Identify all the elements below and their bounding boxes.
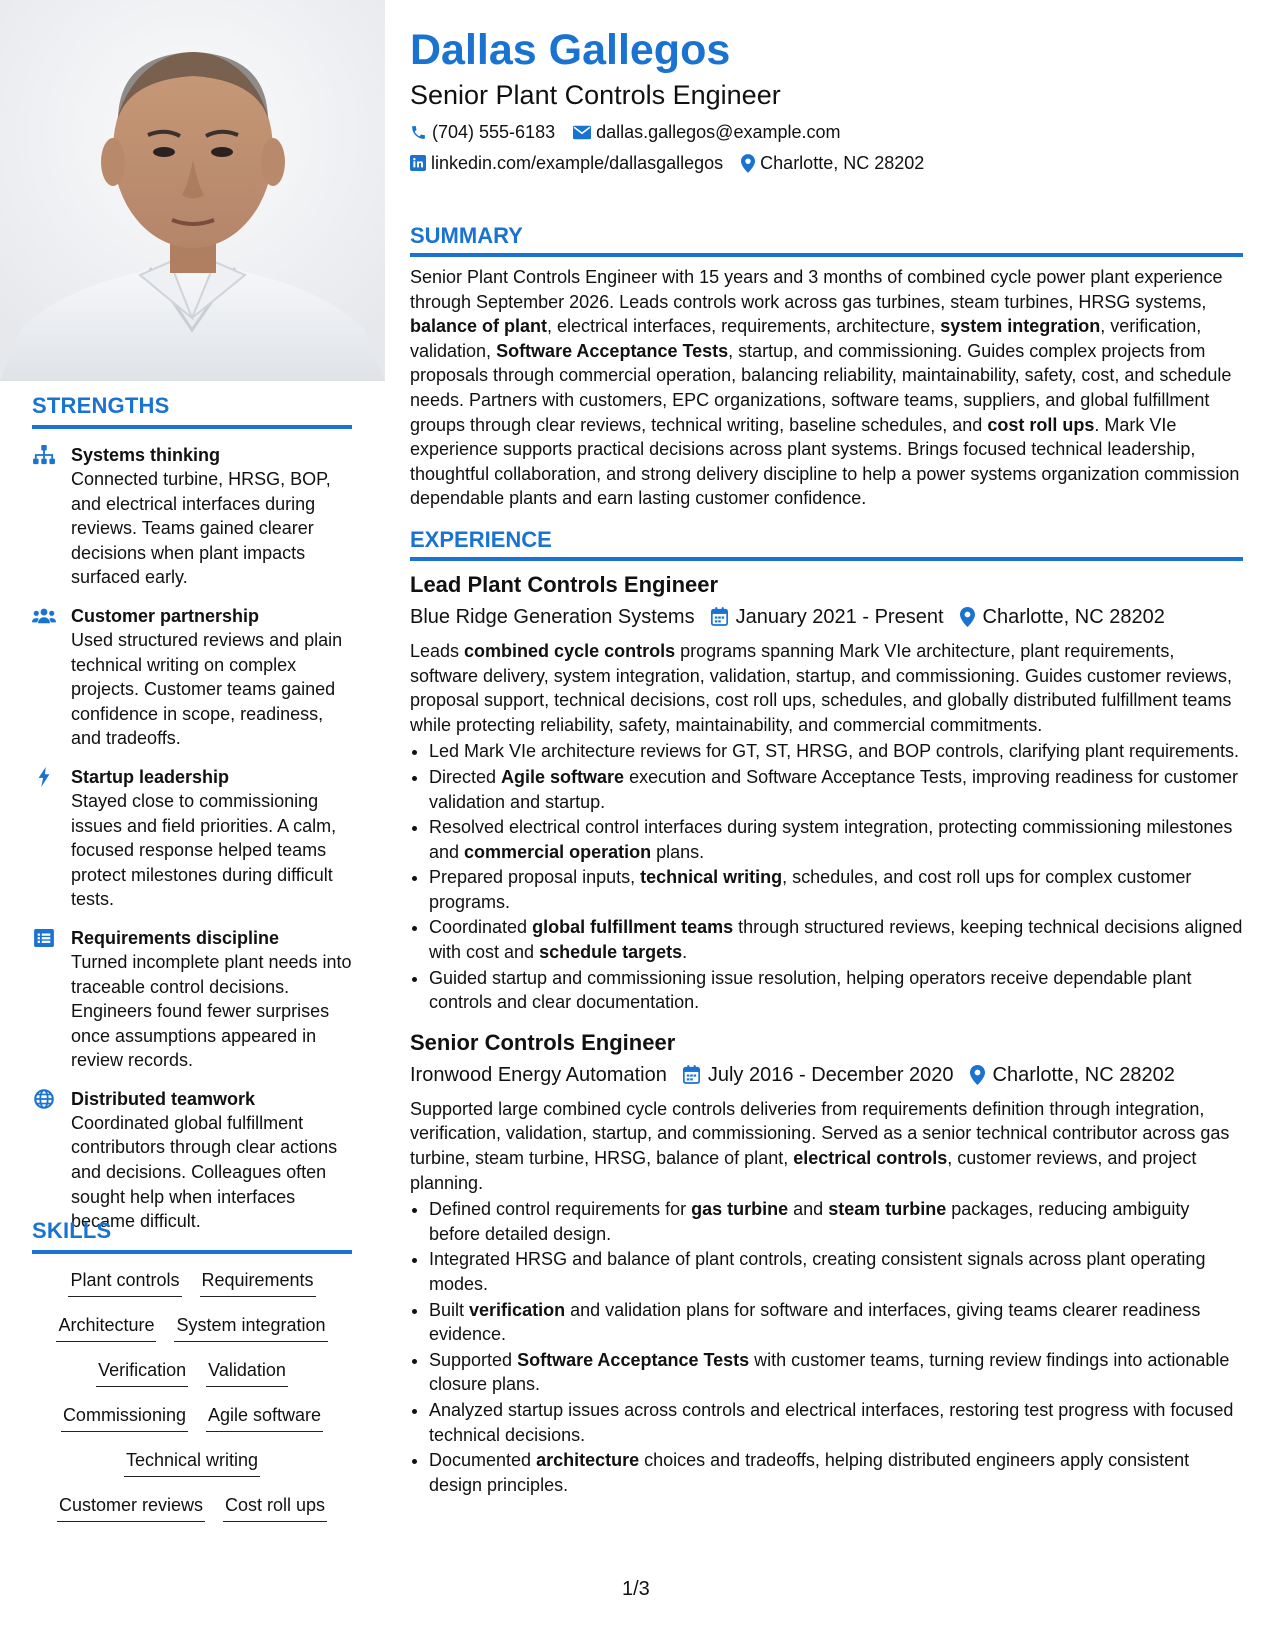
strength-title: Startup leadership xyxy=(71,766,230,787)
summary-heading: SUMMARY xyxy=(410,223,1243,257)
linkedin-icon xyxy=(410,155,426,171)
strength-title: Customer partnership xyxy=(71,605,260,626)
summary-section xyxy=(410,223,1243,511)
bullet-item: • Supported Software Acceptance Tests with customer teams, turning review findings into actionable closure plans. xyxy=(429,1348,1243,1397)
job-company xyxy=(410,1061,667,1089)
skill-row xyxy=(32,1448,352,1493)
company-name: Ironwood Energy Automation xyxy=(410,1063,667,1086)
strength-item xyxy=(32,604,352,751)
skill-tag-validation: Validation xyxy=(206,1358,288,1387)
dates-text: January 2021 - Present xyxy=(735,605,944,628)
sitemap-icon xyxy=(32,445,56,465)
bullet-item: • Resolved electrical control interfaces during system integration, protecting commissioning milestones and commercial operation plans. xyxy=(429,815,1243,864)
skill-tag-agile-software: Agile software xyxy=(206,1403,323,1432)
list-icon xyxy=(32,928,56,948)
bullet-item: • Defined control requirements for gas turbine and steam turbine packages, reducing ambiguity before detailed design. xyxy=(429,1197,1243,1246)
job-title: Senior Controls Engineer xyxy=(410,1029,676,1055)
company-name: Blue Ridge Generation Systems xyxy=(410,605,695,628)
phone-text: (704) 555-6183 xyxy=(432,122,556,142)
map-pin-icon xyxy=(741,154,755,173)
page-number: 1/3 xyxy=(622,1578,650,1600)
bullet-item: • Integrated HRSG and balance of plant controls, creating consistent signals across plant operating modes. xyxy=(429,1247,1243,1296)
location-text: Charlotte, NC 28202 xyxy=(992,1063,1175,1086)
dates-text: July 2016 - December 2020 xyxy=(707,1063,954,1086)
main-column xyxy=(410,24,1243,1497)
email-text: dallas.gallegos@example.com xyxy=(596,122,841,142)
skill-tag-commissioning: Commissioning xyxy=(61,1403,188,1432)
bullet-item: • Directed Agile software execution and Software Acceptance Tests, improving readiness for customer validation and startup. xyxy=(429,765,1243,814)
summary-text: Senior Plant Controls Engineer with 15 years and 3 months of combined cycle power plant experience through September 2026. Leads controls work across gas turbines, steam turbines, HRSG systems, balance of plant, electrical interfaces, requirements, architecture, system integration, verification, validation, Software Acceptance Tests, startup, and commissioning. Guides complex projects from proposals through commercial operation, balancing reliability, maintainability, safety, cost, and schedule needs. Partners with customers, EPC organizations, software teams, suppliers, and global fulfillment groups through clear reviews, technical writing, baseline schedules, and cost roll ups. Mark VIe experience supports practical decisions across plant systems. Brings focused technical leadership, thoughtful collaboration, and strong delivery discipline to help a power systems organization commission dependable plants and earn lasting customer confidence. xyxy=(410,267,1240,509)
phone-contact[interactable] xyxy=(410,120,555,144)
location-text: Charlotte, NC 28202 xyxy=(760,153,925,173)
email-icon xyxy=(573,125,591,140)
skill-row xyxy=(32,1313,352,1358)
location-contact xyxy=(741,151,924,175)
strengths-section xyxy=(32,393,352,1234)
bullet-item: • Built verification and validation plans for software and interfaces, giving teams clearer readiness evidence. xyxy=(429,1298,1243,1347)
job-dates xyxy=(711,603,944,631)
skills-list xyxy=(32,1268,352,1538)
skill-row xyxy=(32,1403,352,1448)
skill-tag-cost-roll-ups: Cost roll ups xyxy=(223,1493,327,1522)
bolt-icon xyxy=(32,767,56,787)
strength-title: Systems thinking xyxy=(71,445,221,465)
email-contact[interactable] xyxy=(573,120,840,144)
skill-tag-customer-reviews: Customer reviews xyxy=(57,1493,205,1522)
job-bullets xyxy=(410,1197,1243,1497)
linkedin-text: linkedin.com/example/dallasgallegos xyxy=(431,153,724,173)
skills-heading: SKILLS xyxy=(32,1218,352,1254)
bullet-item: • Coordinated global fulfillment teams through structured reviews, keeping technical decisions aligned with cost and schedule targets. xyxy=(429,915,1243,964)
job-entry xyxy=(410,1029,1243,1498)
job-meta xyxy=(410,1061,1243,1089)
job-title: Lead Plant Controls Engineer xyxy=(410,571,719,597)
jobs-list xyxy=(410,571,1243,1497)
strength-item xyxy=(32,765,352,912)
strength-item xyxy=(32,1087,352,1234)
bullet-item: • Documented architecture choices and tradeoffs, helping distributed engineers apply consistent design principles. xyxy=(429,1448,1243,1497)
skill-row xyxy=(32,1268,352,1313)
job-location xyxy=(960,603,1165,631)
skill-row xyxy=(32,1358,352,1403)
map-pin-icon xyxy=(970,1065,985,1085)
users-icon xyxy=(32,606,56,626)
strength-description: Connected turbine, HRSG, BOP, and electrical interfaces during reviews. Teams gained clearer decisions when plant impacts surfaced early. xyxy=(71,469,331,588)
strength-item xyxy=(32,443,352,590)
globe-icon xyxy=(32,1089,56,1109)
experience-section xyxy=(410,527,1243,1497)
contact-row-1 xyxy=(410,120,1243,144)
skill-row xyxy=(32,1493,352,1538)
strength-description: Stayed close to commissioning issues and field priorities. A calm, focused response helped teams protect milestones during difficult tests. xyxy=(71,790,337,910)
candidate-role: Senior Plant Controls Engineer xyxy=(410,80,781,110)
profile-photo xyxy=(0,0,385,381)
job-meta xyxy=(410,603,1243,631)
calendar-icon xyxy=(711,607,728,626)
strength-description: Coordinated global fulfillment contributors through clear actions and decisions. Colleagues often sought help when interfaces became difficult. xyxy=(71,1112,338,1232)
strength-item xyxy=(32,926,352,1073)
experience-heading: EXPERIENCE xyxy=(410,527,1243,561)
job-bullets xyxy=(410,739,1243,1015)
skill-tag-architecture: Architecture xyxy=(56,1313,156,1342)
skill-tag-plant-controls: Plant controls xyxy=(68,1268,181,1297)
skill-tag-verification: Verification xyxy=(96,1358,188,1387)
bullet-item: • Guided startup and commissioning issue resolution, helping operators receive dependable plant controls and clear documentation. xyxy=(429,966,1243,1015)
contact-row-2 xyxy=(410,151,1243,175)
strength-description: Turned incomplete plant needs into traceable control decisions. Engineers found fewer surprises once assumptions appeared in review records. xyxy=(71,951,352,1071)
linkedin-contact[interactable] xyxy=(410,151,723,175)
candidate-name: Dallas Gallegos xyxy=(410,26,731,74)
skills-section xyxy=(32,1218,352,1538)
job-entry xyxy=(410,571,1243,1015)
phone-icon xyxy=(410,124,427,141)
strength-title: Requirements discipline xyxy=(71,927,280,948)
strengths-heading: STRENGTHS xyxy=(32,393,352,429)
location-text: Charlotte, NC 28202 xyxy=(982,605,1165,628)
skill-tag-technical-writing: Technical writing xyxy=(124,1448,260,1477)
calendar-icon xyxy=(683,1065,700,1084)
strengths-list xyxy=(32,443,352,1234)
bullet-item: • Led Mark VIe architecture reviews for GT, ST, HRSG, and BOP controls, clarifying plant requirements. xyxy=(429,739,1243,764)
job-location xyxy=(970,1061,1175,1089)
map-pin-icon xyxy=(960,607,975,627)
sidebar xyxy=(0,0,385,1650)
strength-description: Used structured reviews and plain technical writing on complex projects. Customer teams gained confidence in scope, readiness, and tradeoffs. xyxy=(71,629,343,749)
job-dates xyxy=(683,1061,954,1089)
job-summary: Supported large combined cycle controls deliveries from requirements definition through integration, verification, validation, startup, and commissioning. Served as a senior technical contributor across gas turbine, steam turbine, HRSG, balance of plant, electrical controls, customer reviews, and project planning. xyxy=(410,1098,1230,1193)
skill-tag-system-integration: System integration xyxy=(174,1313,327,1342)
job-summary: Leads combined cycle controls programs spanning Mark VIe architecture, plant requirements, software delivery, system integration, validation, startup, and commissioning. Guides customer reviews, proposal support, technical decisions, cost roll ups, schedules, and globally distributed fulfillment teams while protecting reliability, safety, maintainability, and commercial commitments. xyxy=(410,640,1233,735)
bullet-item: • Prepared proposal inputs, technical writing, schedules, and cost roll ups for complex customer programs. xyxy=(429,865,1243,914)
bullet-item: • Analyzed startup issues across controls and electrical interfaces, restoring test progress with focused technical decisions. xyxy=(429,1398,1243,1447)
skill-tag-requirements: Requirements xyxy=(200,1268,316,1297)
strength-title: Distributed teamwork xyxy=(71,1088,256,1109)
job-company xyxy=(410,603,695,631)
